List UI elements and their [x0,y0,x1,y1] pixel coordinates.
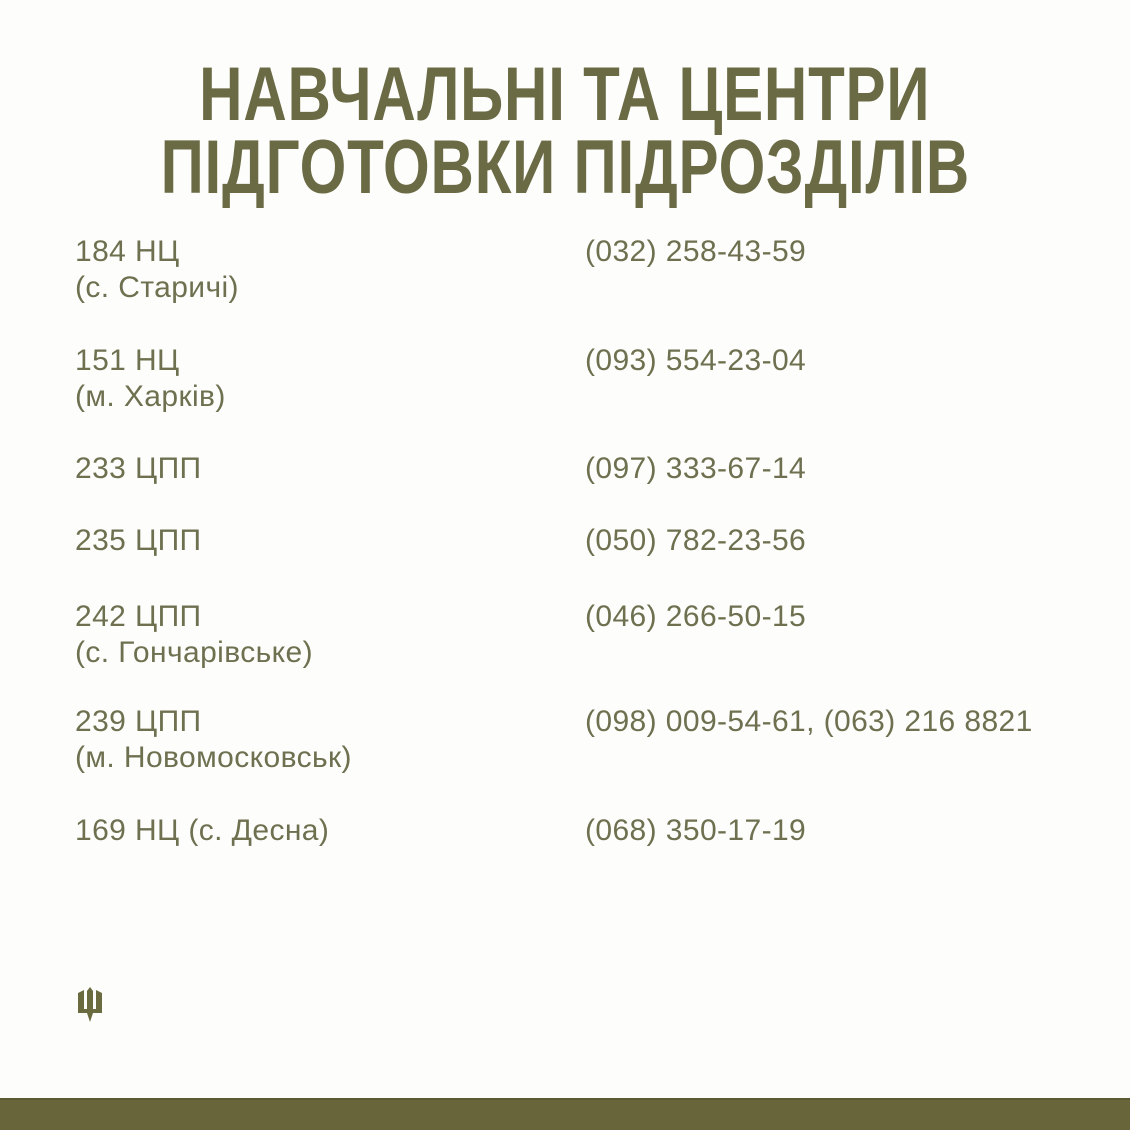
center-location: (с. Гончарівське) [75,636,313,669]
page-title-line1 [0,52,1130,137]
center-row [75,704,1080,776]
center-phone: (032) 258-43-59 [585,235,807,268]
center-name: 233 ЦПП [75,452,202,485]
bottom-accent-bar [0,1098,1130,1130]
center-location: (м. Харків) [75,380,226,413]
center-name: 242 ЦПП [75,600,202,633]
center-name: 169 НЦ (с. Десна) [75,814,330,847]
center-phone: (097) 333-67-14 [585,452,807,485]
center-name: 184 НЦ [75,235,180,268]
center-phone: (050) 782-23-56 [585,524,807,557]
center-phone: (046) 266-50-15 [585,600,807,633]
page-title-line1-text: НАВЧАЛЬНІ ТА ЦЕНТРИ [199,52,931,137]
center-location: (м. Новомосковськ) [75,741,352,774]
center-phone: (068) 350-17-19 [585,814,807,847]
center-location: (с. Старичі) [75,271,239,304]
center-row [75,234,1080,306]
ukrainian-trident-icon [76,987,104,1023]
page-title-line2-text: ПІДГОТОВКИ ПІДРОЗДІЛІВ [160,125,970,210]
center-row [75,523,1080,559]
page-title-line2 [0,125,1130,210]
center-name: 235 ЦПП [75,524,202,557]
center-row [75,599,1080,671]
center-name: 151 НЦ [75,344,180,377]
center-phone: (098) 009-54-61, (063) 216 8821 [585,705,1033,738]
center-row [75,343,1080,415]
center-row [75,451,1080,487]
center-name: 239 ЦПП [75,705,202,738]
center-row [75,813,1080,849]
center-phone: (093) 554-23-04 [585,344,807,377]
